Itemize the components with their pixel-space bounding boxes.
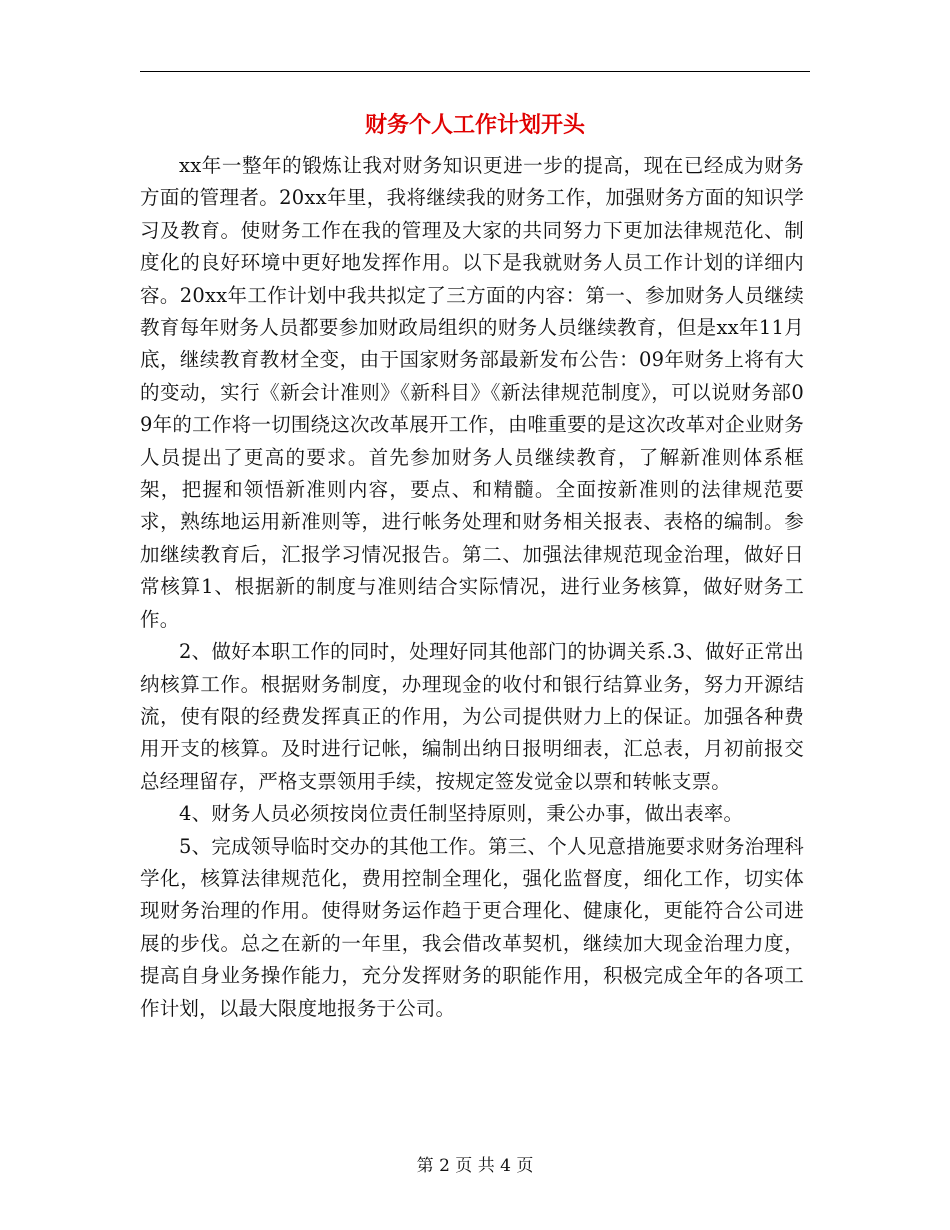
paragraph-1: xx年一整年的锻炼让我对财务知识更进一步的提高，现在已经成为财务方面的管理者。20xx年里，我将继续我的财务工作，加强财务方面的知识学习及教育。使财务工作在我的管理及大家的共同努力下更加法律规范化、制度化的良好环境中更好地发挥作用。以下是我就财务人员工作计划的详细内容。20xx年工作计划中我共拟定了三方面的内容：第一、参加财务人员继续教育每年财务人员都要参加财政局组织的财务人员继续教育，但是xx年11月底，继续教育教材全变，由于国家财务部最新发布公告：09年财务上将有大的变动，实行《新会计准则》《新科目》《新法律规范制度》，可以说财务部09年的工作将一切围绕这次改革展开工作，由唯重要的是这次改革对企业财务人员提出了更高的要求。首先参加财务人员继续教育，了解新准则体系框架，把握和领悟新准则内容，要点、和精髓。全面按新准则的法律规范要求，熟练地运用新准则等，进行帐务处理和财务相关报表、表格的编制。参加继续教育后，汇报学习情况报告。第二、加强法律规范现金治理，做好日常核算1、根据新的制度与准则结合实际情况，进行业务核算，做好财务工作。 bbox=[140, 154, 804, 631]
document-title: 财务个人工作计划开头 bbox=[364, 112, 585, 138]
header-rule bbox=[140, 71, 810, 72]
document-body bbox=[140, 150, 804, 1025]
paragraph-2: 2、做好本职工作的同时，处理好同其他部门的协调关系.3、做好正常出纳核算工作。根据财务制度，办理现金的收付和银行结算业务，努力开源结流，使有限的经费发挥真正的作用，为公司提供财力上的保证。加强各种费用开支的核算。及时进行记帐，编制出纳日报明细表，汇总表，月初前报交总经理留存，严格支票领用手续，按规定签发觉金以票和转帐支票。 bbox=[140, 640, 804, 793]
paragraph-4: 5、完成领导临时交办的其他工作。第三、个人见意措施要求财务治理科学化，核算法律规范化，费用控制全理化，强化监督度，细化工作，切实体现财务治理的作用。使得财务运作趋于更合理化、健康化，更能符合公司进展的步伐。总之在新的一年里，我会借改革契机，继续加大现金治理力度，提高自身业务操作能力，充分发挥财务的职能作用，积极完成全年的各项工作计划，以最大限度地报务于公司。 bbox=[140, 834, 804, 1020]
page-number-footer: 第 2 页 共 4 页 bbox=[416, 1156, 534, 1176]
paragraph-3: 4、财务人员必须按岗位责任制坚持原则，秉公办事，做出表率。 bbox=[179, 802, 744, 826]
